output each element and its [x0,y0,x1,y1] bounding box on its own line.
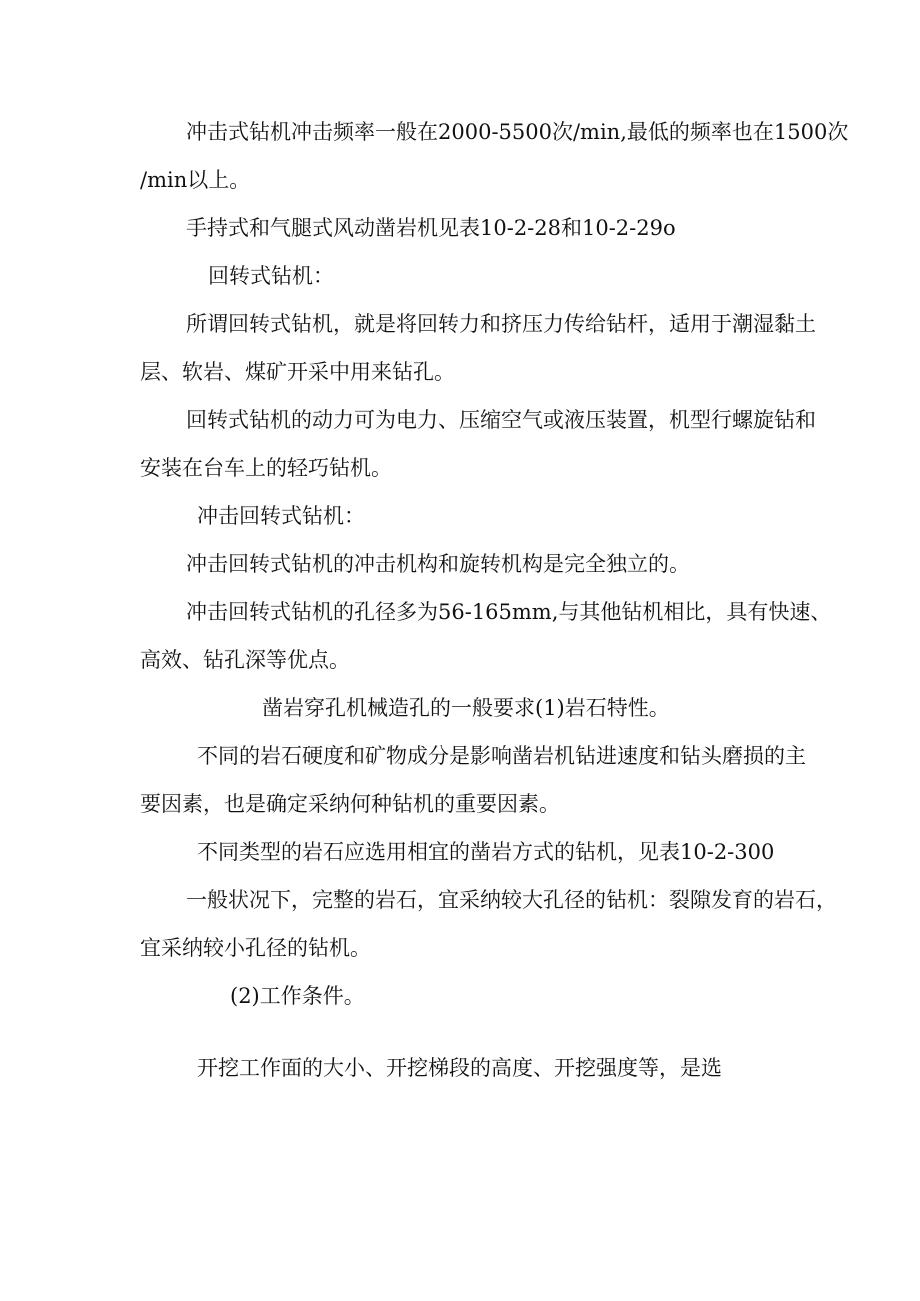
paragraph-line: 层、软岩、煤矿开采中用来钻孔。 [140,360,455,384]
paragraph-line: 一般状况下，完整的岩石，宜采纳较大孔径的钻机：裂隙发育的岩石， [186,888,837,912]
paragraph-line: 安装在台车上的轻巧钻机。 [140,456,392,480]
section-heading: 冲击回转式钻机： [197,504,365,528]
paragraph-line: 不同类型的岩石应选用相宜的凿岩方式的钻机，见表10-2-300 [197,840,775,864]
paragraph-line: 冲击式钻机冲击频率一般在2000-5500次/min,最低的频率也在1500次 [186,120,849,144]
paragraph-line: 不同的岩石硬度和矿物成分是影响凿岩机钻进速度和钻头磨损的主 [197,744,806,768]
paragraph-line: 手持式和气腿式风动凿岩机见表10-2-28和10-2-29o [186,216,676,240]
section-heading: 回转式钻机： [208,264,334,288]
paragraph-line: 宜采纳较小孔径的钻机。 [140,936,371,960]
paragraph-line: 冲击回转式钻机的冲击机构和旋转机构是完全独立的。 [186,552,690,576]
paragraph-line: 开挖工作面的大小、开挖梯段的高度、开挖强度等，是选 [197,1056,722,1080]
paragraph-line: 回转式钻机的动力可为电力、压缩空气或液压装置，机型行螺旋钻和 [186,408,816,432]
paragraph-line: 高效、钻孔深等优点。 [140,648,350,672]
section-heading: (2)工作条件。 [230,984,365,1008]
paragraph-line: 要因素，也是确定采纳何种钻机的重要因素。 [140,792,560,816]
paragraph-line: 所谓回转式钻机，就是将回转力和挤压力传给钻杆，适用于潮湿黏土 [186,312,816,336]
paragraph-line: /min以上。 [140,168,251,192]
section-heading: 凿岩穿孔机械造孔的一般要求(1)岩石特性。 [262,696,670,720]
paragraph-line: 冲击回转式钻机的孔径多为56-165mm,与其他钻机相比，具有快速、 [186,600,832,624]
